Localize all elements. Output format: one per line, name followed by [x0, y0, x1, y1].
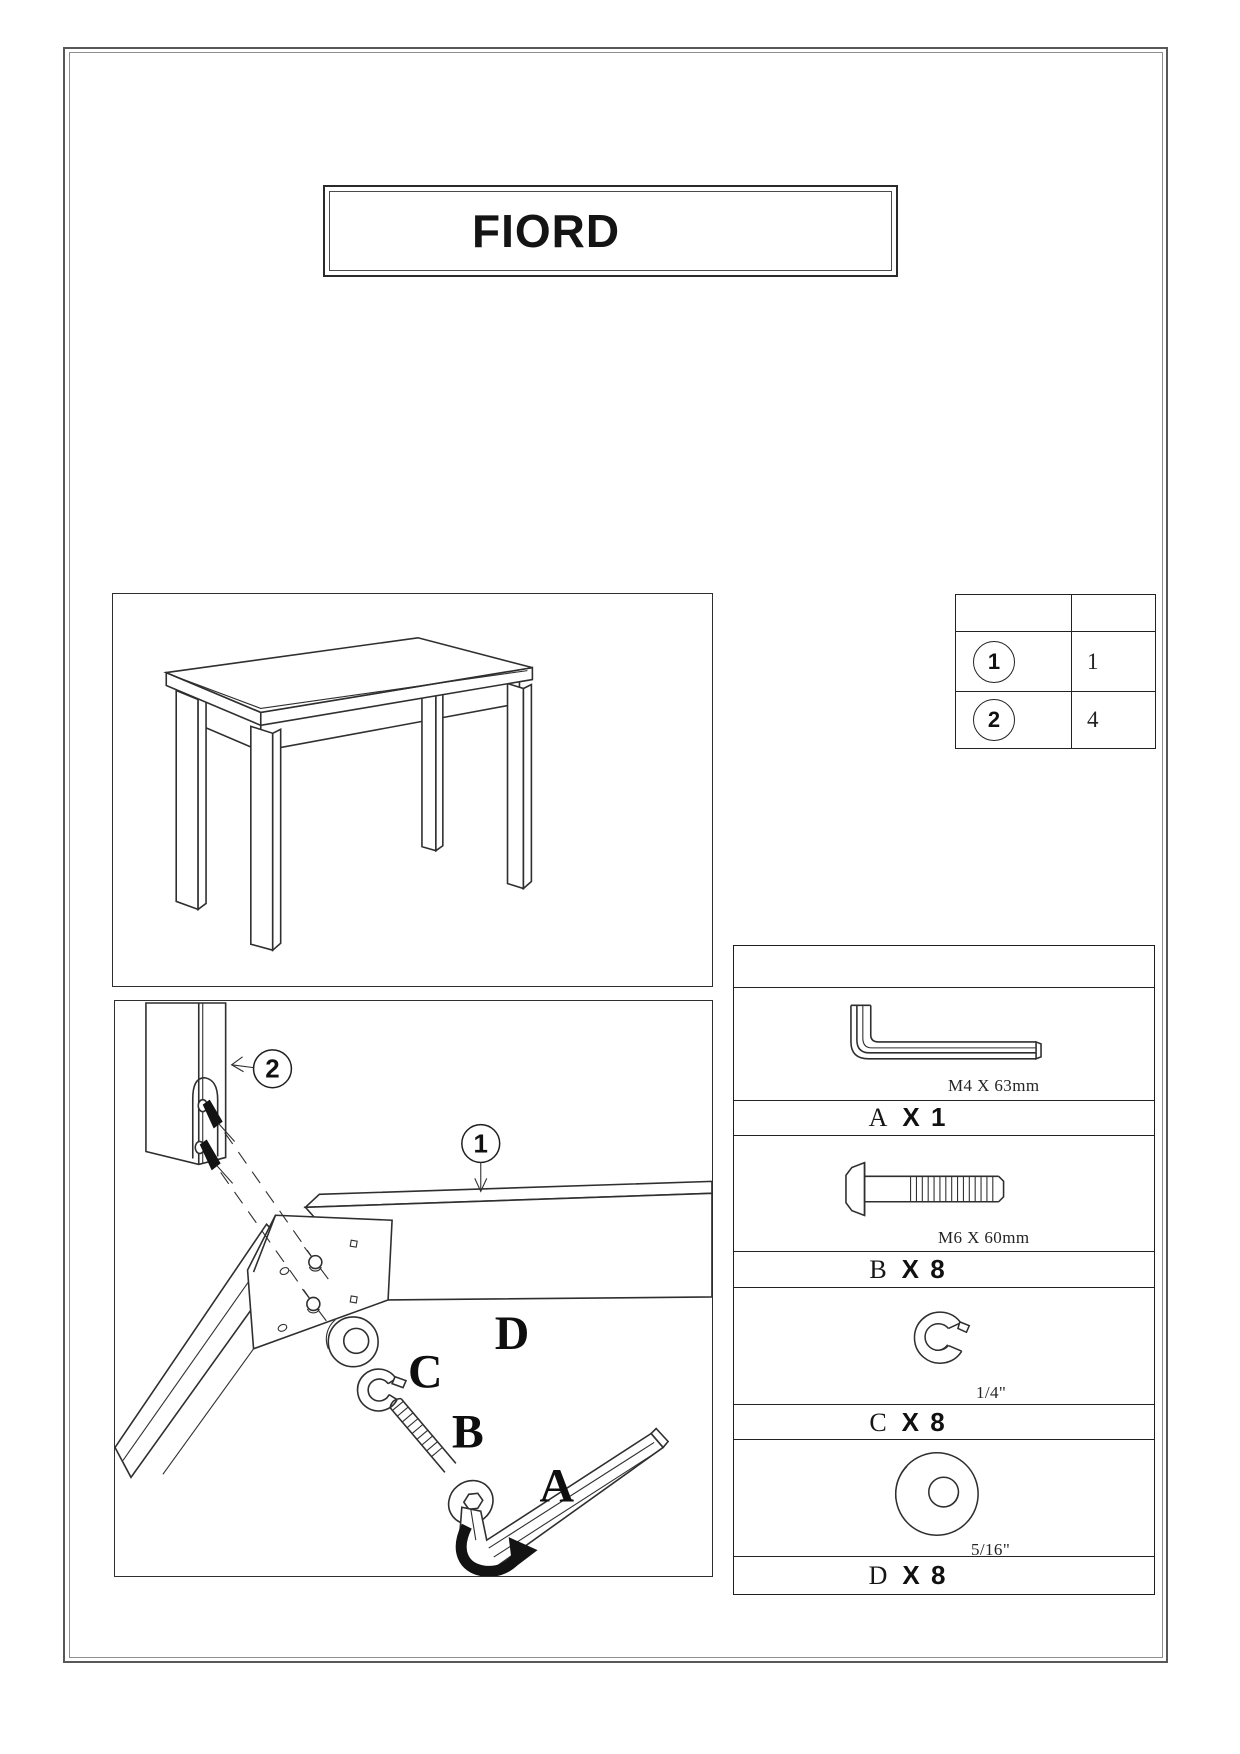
title-box: [323, 185, 898, 277]
hardware-label-c: C X 8: [734, 1405, 1154, 1440]
bolt-icon: [844, 1160, 1030, 1220]
callout-2: 2: [265, 1055, 280, 1084]
hardware-label-b: B X 8: [734, 1252, 1154, 1287]
table-row: [956, 692, 1072, 748]
part-ref-badge: 1: [973, 641, 1015, 683]
part-qty-value: 4: [1087, 707, 1099, 732]
spec-d: 5/16": [971, 1540, 1011, 1560]
spec-a: M4 X 63mm: [948, 1076, 1040, 1096]
quantity-table: [955, 594, 1156, 749]
flat-washer-icon: [889, 1448, 981, 1540]
assembled-table-figure: [112, 593, 713, 987]
hardware-legend-header: [734, 946, 1154, 988]
lock-washer-icon: [904, 1301, 974, 1373]
label-allen-key: A: [539, 1459, 575, 1513]
qty-header-qty-cell: [1072, 595, 1155, 632]
table-row: [956, 632, 1072, 692]
title-box-inner: [329, 191, 892, 271]
callout-1: 1: [473, 1130, 488, 1159]
hardware-item-a: [734, 988, 1154, 1100]
part-ref-badge: 2: [973, 699, 1015, 741]
spec-b: M6 X 60mm: [938, 1228, 1030, 1248]
label-lock-washer: C: [408, 1345, 443, 1399]
label-bolt: B: [451, 1405, 484, 1459]
hardware-item-b: [734, 1136, 1154, 1252]
hardware-legend: [733, 945, 1155, 1595]
table-drawing: [113, 594, 712, 986]
hardware-item-c: [734, 1288, 1154, 1405]
allen-key-icon: [846, 1004, 1044, 1070]
page-title: FIORD: [472, 205, 621, 257]
assembly-step-figure: [114, 1000, 713, 1577]
hardware-label-a: A X 1: [734, 1101, 1154, 1136]
assembly-drawing: [115, 1001, 712, 1576]
label-flat-washer: D: [494, 1306, 530, 1360]
part-qty-value: 1: [1072, 632, 1155, 692]
qty-header-ref-cell: [956, 595, 1072, 632]
hardware-label-d: D X 8: [868, 1559, 948, 1590]
spec-c: 1/4": [976, 1382, 1007, 1402]
hardware-item-d: [734, 1440, 1154, 1560]
